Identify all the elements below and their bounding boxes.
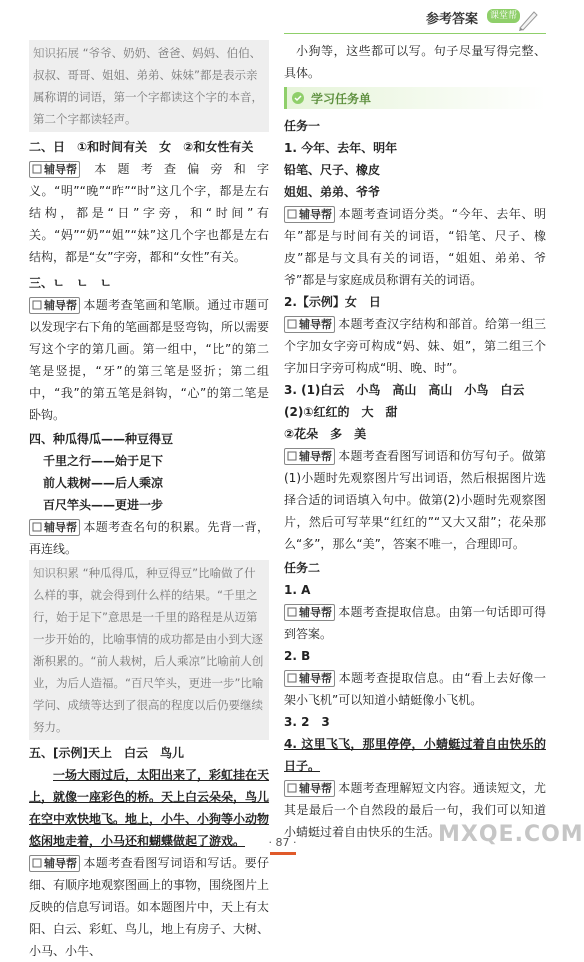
task-1-q1-line1: 1. 今年、去年、明年 (284, 141, 398, 155)
question-3-explanation: 辅导帮 本题考查笔画和笔顺。通过市题可以发现字右下角的笔画都是竖弯钩，所以需要写这个字的第几画。第一组中，“比”的第二笔是竖提，“牙”的第三笔是竖折；第二组中，“我”的第五笔是斜钩，“心”的第二笔是卧钩。 (29, 298, 270, 422)
knowledge-extension-box (29, 40, 269, 132)
question-4-answer-line1: 四、种瓜得瓜——种豆得豆 (29, 432, 174, 446)
task-1-q1-line3: 姐姐、弟弟、爷爷 (284, 185, 381, 199)
page-header (0, 0, 565, 38)
task-2-q1-answer: 1. A (284, 583, 311, 597)
page-number: · 87 · (268, 836, 297, 849)
question-5-explanation: 辅导帮 本题考查看图写词语和写话。要仔细、有顺序地观察图画上的事物，围绕图片上反映的信息写词语。如本题图片中，天上有太阳、白云、彩虹、鸟儿，地上有房子、大树、小马、小牛、 (29, 856, 270, 958)
question-3-answer: 三、ㄴ ㄴ ㄴ (29, 276, 112, 290)
tutor-tag: 辅导帮 (29, 161, 80, 178)
task-sheet-header (284, 87, 546, 109)
header-badge: 课堂帮 (487, 9, 520, 23)
task-1-q2-explanation: 辅导帮 本题考查汉字结构和部首。给第一组三个字加女字旁可构成“妈、妹、姐”，第二组三个字加日字旁可构成“明、晚、时”。 (284, 317, 546, 375)
tutor-tag: 辅导帮 (29, 519, 80, 536)
task-2-q3-answer: 3. 2 3 (284, 715, 330, 729)
tutor-tag: 辅导帮 (29, 855, 80, 872)
tutor-tag: 辅导帮 (284, 316, 335, 333)
right-column (284, 40, 546, 843)
tutor-tag: 辅导帮 (284, 780, 335, 797)
question-4-explanation: 辅导帮 本题考查名句的积累。先背一背，再连线。 (29, 520, 269, 556)
footer-accent-mark (270, 852, 296, 855)
header-rule (284, 33, 546, 34)
task-sheet-icon (291, 91, 305, 105)
extension-text: “爷爷、奶奶、爸爸、妈妈、伯伯、叔叔、哥哥、姐姐、弟弟、妹妹”都是表示亲属称谓的词语，第一个字都读这个字的本音，第二个字都读轻声。 (33, 46, 263, 126)
tutor-tag: 辅导帮 (284, 448, 335, 465)
tutor-tag: 辅导帮 (284, 670, 335, 687)
knowledge-accumulation-box (29, 560, 269, 740)
question-4-answer-line3: 前人栽树——后人乘凉 (43, 476, 164, 490)
question-5-explanation-continued: 小狗等，这些都可以写。句子尽量写得完整、具体。 (284, 44, 546, 80)
task-sheet-title: 学习任务单 (311, 91, 372, 106)
tag-icon (32, 522, 42, 532)
task-1-q1-explanation: 辅导帮 本题考查词语分类。“今年、去年、明年”都是与时间有关的词语，“铅笔、尺子、橡皮”都是与文具有关的词语，“姐姐、弟弟、爷爷”都是与家庭成员称谓有关的词语。 (284, 207, 546, 287)
tag-icon (287, 451, 297, 461)
tutor-tag: 辅导帮 (284, 206, 335, 223)
task-1-q3-line1: 3. (1)白云 小鸟 高山 高山 小鸟 白云 (284, 383, 525, 397)
question-2-explanation: 辅导帮 本题考查偏旁和字义。“明”“晚”“昨”“时”这几个字，都是左右结构，都是“日”字旁，和“时间”有关。“妈”“奶”“姐”“妹”这几个字也都是左右结构，都是“女”字旁，都和“女性”有关。 (29, 162, 269, 264)
tutor-tag: 辅导帮 (29, 297, 80, 314)
task-2-q2-answer: 2. B (284, 649, 311, 663)
task-1-title: 任务一 (284, 119, 321, 133)
question-4-answer-line2: 千里之行——始于足下 (43, 454, 164, 468)
left-column (29, 40, 269, 962)
tag-icon (32, 164, 42, 174)
task-1-q3-explanation: 辅导帮 本题考查看图写词语和仿写句子。做第(1)小题时先观察图片写出词语，然后根据图片选择合适的词语填入句中。做第(2)小题时先观察图片，然后可写苹果“红红的”“又大又甜”；花朵那么“多”，那么“美”，答案不唯一，合理即可。 (284, 449, 546, 551)
question-5-answer-words: 五、[示例]天上 白云 鸟儿 (29, 746, 184, 760)
task-2-q4-explanation: 辅导帮 本题考查理解短文内容。通读短文，尤其是最后一个自然段的最后一句，我们可以知道小蜻蜓过着自由快乐的生活。 (284, 781, 546, 839)
tag-icon (287, 607, 297, 617)
task-1-q3-line2: (2)①红红的 大 甜 (284, 405, 398, 419)
tag-icon (32, 858, 42, 868)
question-2-answer: 二、日 ①和时间有关 女 ②和女性有关 (29, 140, 254, 154)
task-1-q3-line3: ②花朵 多 美 (284, 427, 367, 441)
tag-icon (287, 673, 297, 683)
task-2-q4-answer: 4. 这里飞飞，那里停停，小蜻蜓过着自由快乐的日子。 (284, 737, 546, 773)
task-1-q2-answer: 2.【示例】女 日 (284, 295, 381, 309)
task-1-q1-line2: 铅笔、尺子、橡皮 (284, 163, 381, 177)
extension-label: 知识拓展 (33, 46, 79, 60)
accumulation-label: 知识积累 (33, 566, 79, 580)
tag-icon (32, 300, 42, 310)
task-2-q1-explanation: 辅导帮 本题考查提取信息。由第一句话即可得到答案。 (284, 605, 546, 641)
header-title: 参考答案 (426, 12, 479, 27)
question-5-answer-text: 一场大雨过后，太阳出来了，彩虹挂在天上，就像一座彩色的桥。天上白云朵朵，鸟儿在空中欢快地飞。地上，小牛、小狗等小动物悠闲地走着，小马还和蝴蝶做起了游戏。 (29, 768, 270, 848)
accumulation-text: “种瓜得瓜，种豆得豆”比喻做了什么样的事，就会得到什么样的结果。“千里之行，始于足下”意思是一千里的路程是从迈第一步开始的，比喻事情的成功都是由小到大逐渐积累的。“前人栽树，后人乘凉”比喻前人创业，为后人造福。“百尺竿头，更进一步”比喻学问、成绩等达到了很高的程度以后仍要继续努力。 (33, 566, 264, 734)
question-4-answer-line4: 百尺竿头——更进一步 (43, 498, 164, 512)
site-watermark: MXQE.COM (438, 822, 584, 847)
tag-icon (287, 319, 297, 329)
tutor-tag: 辅导帮 (284, 604, 335, 621)
tag-icon (287, 209, 297, 219)
task-2-q2-explanation: 辅导帮 本题考查提取信息。由“看上去好像一架小飞机”可以知道小蜻蜓像小飞机。 (284, 671, 546, 707)
tag-icon (287, 783, 297, 793)
pencil-icon (516, 6, 542, 32)
task-2-title: 任务二 (284, 561, 321, 575)
